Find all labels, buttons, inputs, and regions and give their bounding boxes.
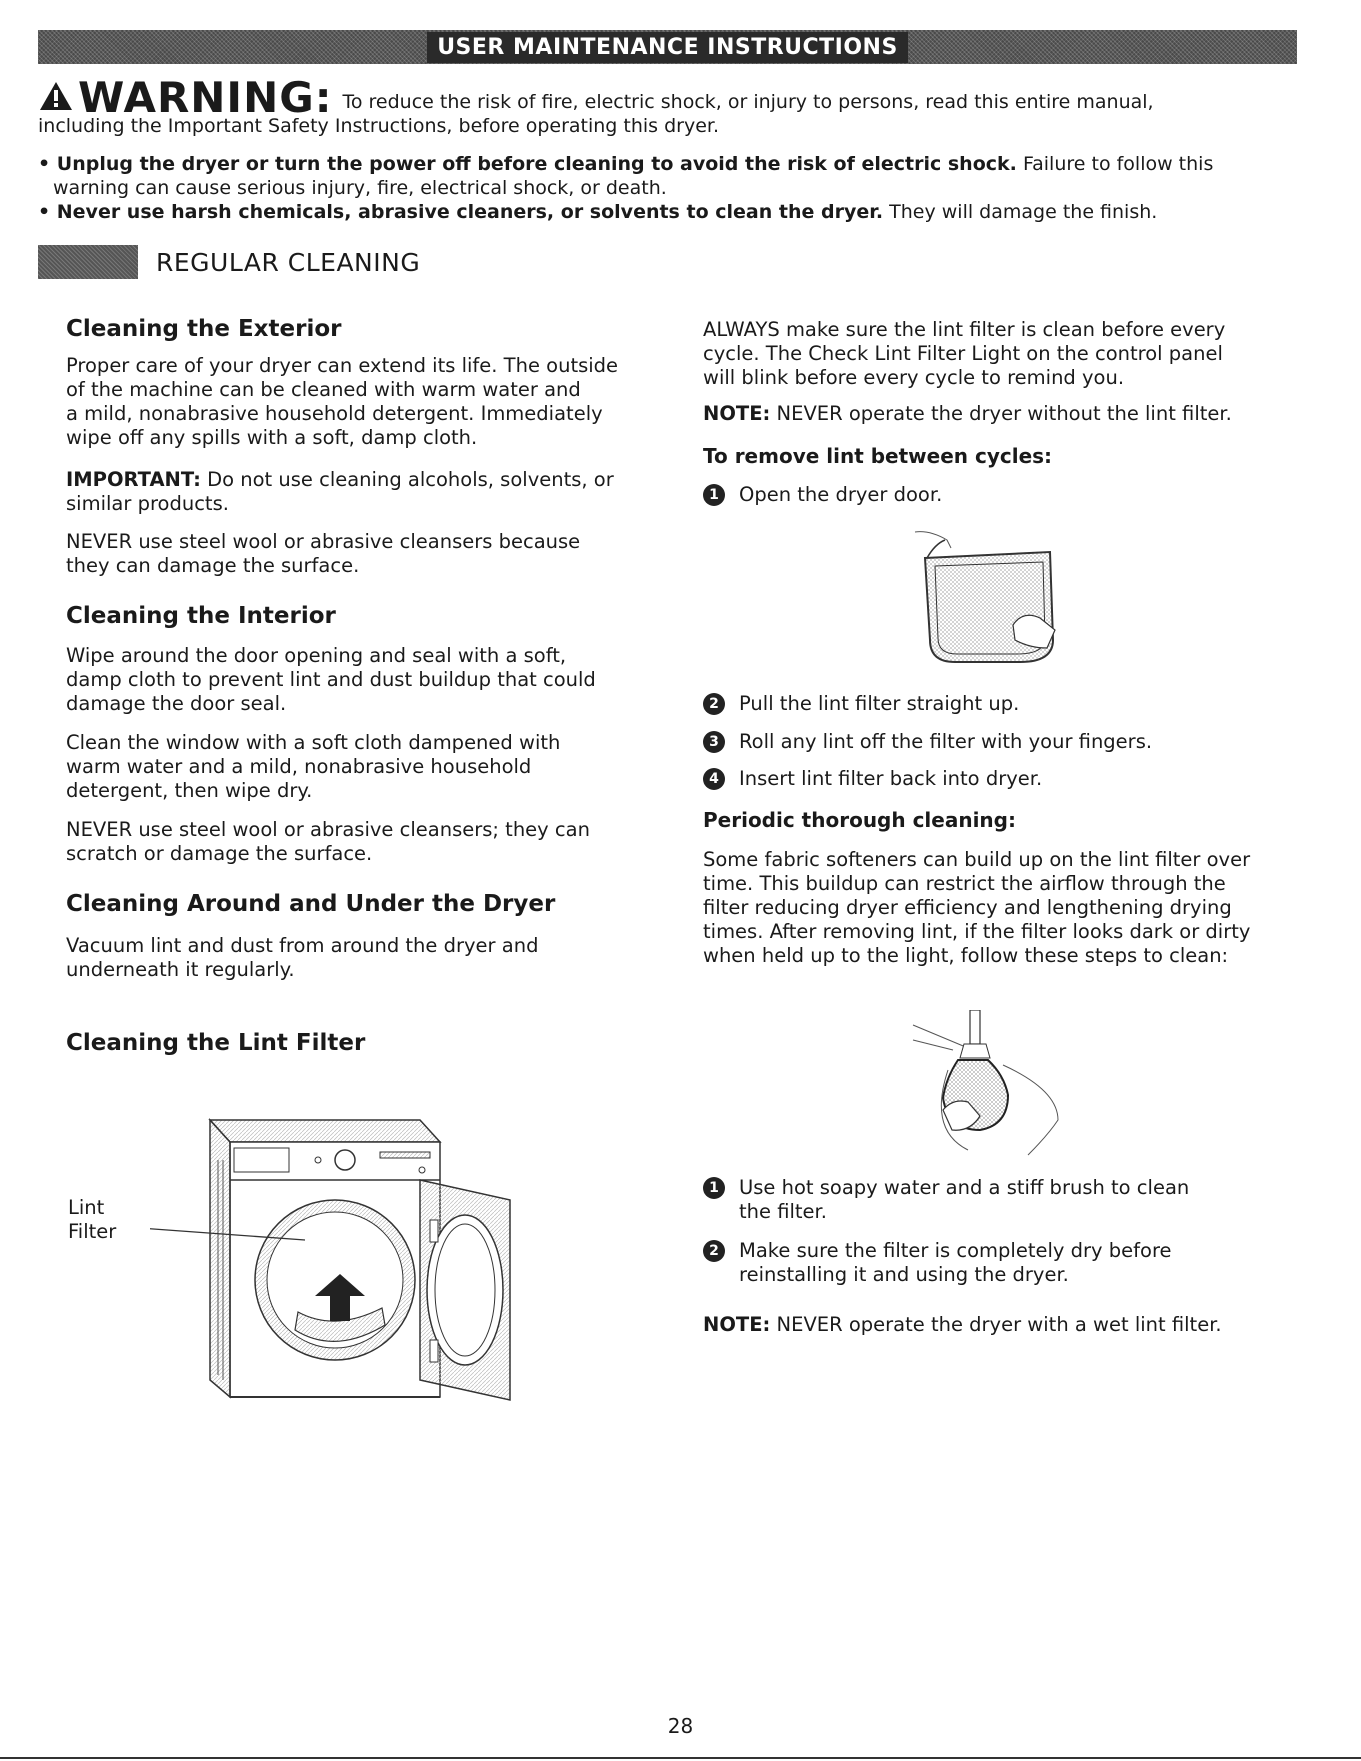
note-2-label: NOTE: [703,1313,771,1336]
important-paragraph [66,468,614,516]
clean-step-2-line2: reinstalling it and using the dryer. [739,1263,1069,1286]
remove-step-3 [703,730,1152,754]
warning-bullet-2-bold: Never use harsh chemicals, abrasive cleaners, or solvents to clean the dryer. [56,201,884,223]
important-label: IMPORTANT: [66,468,201,491]
step-number-4-icon: 4 [703,768,725,790]
note-1-text: NEVER operate the dryer without the lint filter. [776,402,1232,425]
clean-step-number-1-icon: 1 [703,1177,725,1199]
interior-p2-line2: warm water and a mild, nonabrasive household [66,755,532,778]
exterior-title: Cleaning the Exterior [66,316,342,342]
interior-paragraph-1 [66,644,596,716]
warning-triangle-icon [38,80,74,112]
around-paragraph [66,934,538,982]
lint-label-line1: Lint [68,1196,105,1219]
warning-bullet-2-rest: They will damage the finish. [889,201,1158,223]
lint-filter-label [68,1196,116,1244]
exterior-p3-line1: NEVER use steel wool or abrasive cleansers because [66,530,581,553]
remove-step-3-text: Roll any lint off the filter with your fingers. [739,730,1153,753]
always-line2: cycle. The Check Lint Filter Light on the control panel [703,342,1223,365]
remove-step-4 [703,767,1042,791]
dryer-open-door-illustration [150,1100,550,1420]
section-marker [38,245,138,279]
remove-step-1-text: Open the dryer door. [739,483,943,506]
warning-heading: WARNING: [78,73,333,122]
periodic-line1: Some fabric softeners can build up on the lint filter over [703,848,1251,871]
lint-label-line2: Filter [68,1220,117,1243]
clean-step-number-2-icon: 2 [703,1240,725,1262]
always-line3: will blink before every cycle to remind you. [703,366,1125,389]
clean-step-2-line1: Make sure the filter is completely dry before [739,1239,1172,1262]
exterior-p1-line3: a mild, nonabrasive household detergent. Immediately [66,402,603,425]
important-line2: similar products. [66,492,229,515]
note-2 [703,1313,1222,1337]
exterior-p3-line2: they can damage the surface. [66,554,360,577]
interior-p1-line3: damage the door seal. [66,692,287,715]
interior-p2-line1: Clean the window with a soft cloth dampened with [66,731,561,754]
interior-paragraph-2 [66,731,560,803]
important-line1: Do not use cleaning alcohols, solvents, or [207,468,614,491]
warning-bullet-1-bold: Unplug the dryer or turn the power off before cleaning to avoid the risk of electric shock. [56,153,1017,175]
interior-paragraph-3 [66,818,590,866]
interior-p3-line1: NEVER use steel wool or abrasive cleansers; they can [66,818,590,841]
header-banner [38,30,1297,64]
remove-step-2-text: Pull the lint filter straight up. [739,692,1020,715]
warning-bullet-1: • Unplug the dryer or turn the power off before cleaning to avoid the risk of electric shock. Failure to follow this warning can cause serious injury, fire, electrical shock, or death. [38,153,1214,199]
clean-step-2 [703,1239,1172,1287]
clean-step-1-line2: the filter. [739,1200,827,1223]
around-line2: underneath it regularly. [66,958,295,981]
interior-p1-line1: Wipe around the door opening and seal with a soft, [66,644,567,667]
warning-bullet-1-rest-b: warning can cause serious injury, fire, electrical shock, or death. [53,177,667,199]
interior-title: Cleaning the Interior [66,603,336,629]
around-line1: Vacuum lint and dust from around the dryer and [66,934,539,957]
exterior-p1-line4: wipe off any spills with a soft, damp cloth. [66,426,478,449]
periodic-line5: when held up to the light, follow these steps to clean: [703,944,1229,967]
warning-intro-b: including the Important Safety Instructions, before operating this dryer. [38,115,720,137]
remove-step-2 [703,692,1019,716]
always-line1: ALWAYS make sure the lint filter is clean before every [703,318,1226,341]
note-2-text: NEVER operate the dryer with a wet lint filter. [776,1313,1222,1336]
clean-step-1-line1: Use hot soapy water and a stiff brush to clean [739,1176,1190,1199]
clean-step-1 [703,1176,1189,1224]
remove-lint-title: To remove lint between cycles: [703,444,1053,468]
periodic-line4: times. After removing lint, if the filter looks dark or dirty [703,920,1251,943]
periodic-paragraph [703,848,1250,968]
footer-rule [0,1757,1361,1759]
remove-step-1 [703,483,942,507]
always-paragraph [703,318,1225,390]
remove-step-4-text: Insert lint filter back into dryer. [739,767,1043,790]
step-number-3-icon: 3 [703,731,725,753]
warning-bullet-2: • Never use harsh chemicals, abrasive cleaners, or solvents to clean the dryer. They will damage the finish. [38,201,1158,223]
interior-p3-line2: scratch or damage the surface. [66,842,373,865]
step-number-2-icon: 2 [703,693,725,715]
exterior-paragraph-1 [66,354,618,450]
note-1-label: NOTE: [703,402,771,425]
periodic-line2: time. This buildup can restrict the airflow through the [703,872,1226,895]
periodic-cleaning-title: Periodic thorough cleaning: [703,808,1016,832]
brush-cleaning-illustration [908,1010,1068,1160]
around-title: Cleaning Around and Under the Dryer [66,891,556,917]
interior-p2-line3: detergent, then wipe dry. [66,779,313,802]
interior-p1-line2: damp cloth to prevent lint and dust buildup that could [66,668,596,691]
step-number-1-icon: 1 [703,484,725,506]
warning-intro [38,73,1297,138]
note-1 [703,402,1232,426]
warning-intro-a: To reduce the risk of fire, electric shock, or injury to persons, read this entire manual, [342,91,1154,113]
exterior-paragraph-3 [66,530,580,578]
section-title: REGULAR CLEANING [156,247,421,277]
exterior-p1-line1: Proper care of your dryer can extend its life. The outside [66,354,619,377]
page-number: 28 [667,1714,694,1738]
lint-filter-pull-illustration [905,530,1065,670]
periodic-line3: filter reducing dryer efficiency and lengthening drying [703,896,1232,919]
exterior-p1-line2: of the machine can be cleaned with warm water and [66,378,581,401]
section-header [38,245,420,279]
warning-bullet-1-rest-a: Failure to follow this [1022,153,1214,175]
banner-title: USER MAINTENANCE INSTRUCTIONS [427,32,908,63]
lint-filter-title: Cleaning the Lint Filter [66,1030,366,1056]
